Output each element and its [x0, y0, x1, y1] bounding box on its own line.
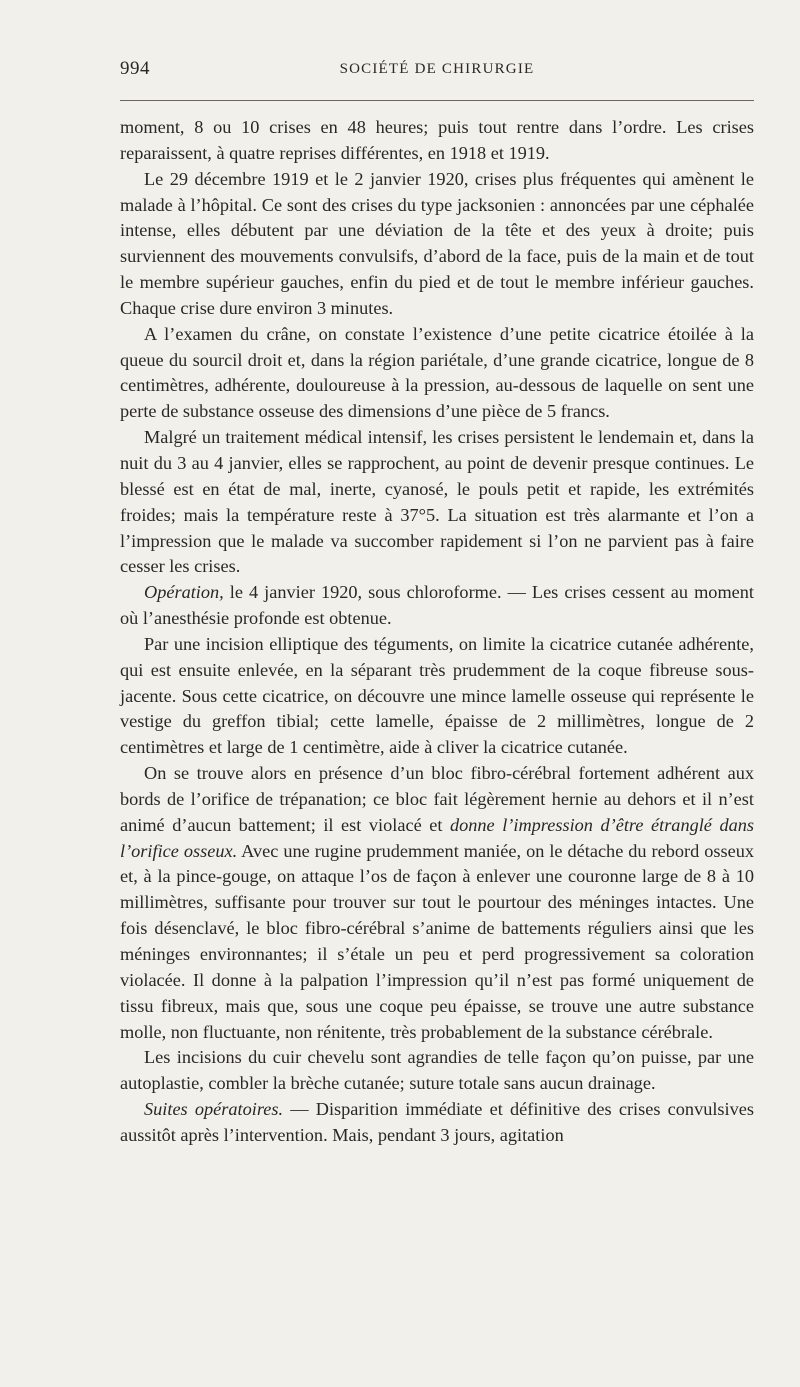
paragraph-1-text: moment, 8 ou 10 crises en 48 heures; puis tout rentre dans l’ordre. Les crises reparaissent, à quatre reprises différentes, en 1918 et 1919. [120, 117, 754, 163]
paragraph-2-text: Le 29 décembre 1919 et le 2 janvier 1920, crises plus fréquentes qui amènent le malade à l’hôpital. Ce sont des crises du type jacksonien : annoncées par une céphalée intense, elles débutent par une déviation de la tête et des yeux à droite; puis surviennent des mouvements convulsifs, d’abord de la face, puis de la main et de tout le membre supérieur gauches, enfin du pied et de tout le membre inférieur gauches. Chaque crise dure environ 3 minutes. [120, 168, 754, 318]
paragraph-5 [120, 580, 754, 632]
running-head: SOCIÉTÉ DE CHIRURGIE [339, 61, 535, 77]
paragraph-8-text: Les incisions du cuir chevelu sont agrandies de telle façon qu’on puisse, par une autoplastie, combler la brèche cutanée; suture totale sans aucun drainage. [120, 1047, 754, 1094]
page-header [120, 58, 754, 88]
paragraph-7-italic: donne l’impression d’être étranglé dans l’orifice osseux. [120, 814, 755, 861]
paragraph-9 [120, 1097, 754, 1149]
page-number: 994 [120, 58, 150, 79]
paragraph-4 [120, 425, 754, 580]
header-rule [120, 100, 754, 101]
paragraph-2 [120, 167, 754, 322]
paragraph-6 [120, 632, 754, 761]
paragraph-7-text: On se trouve alors en présence d’un bloc fibro-cérébral fortement adhérent aux bords de l’orifice de trépanation; ce bloc fait légèrement hernie au dehors et il n’est animé d’aucun battement; il est violacé et [120, 763, 754, 835]
paragraph-7 [120, 761, 754, 1045]
paragraph-9-text: — Disparition immédiate et définitive des crises convulsives aussitôt après l’intervention. Mais, pendant 3 jours, agitation [120, 1099, 754, 1145]
paragraph-3-text: A l’examen du crâne, on constate l’existence d’une petite cicatrice étoilée à la queue du sourcil droit et, dans la région pariétale, d’une grande cicatrice, longue de 8 centimètres, adhérente, douloureuse à la pression, au-dessous de laquelle on sent une perte de substance osseuse des dimensions d’une pièce de 5 francs. [120, 323, 754, 422]
paragraph-1 [120, 115, 754, 167]
paragraph-9-lead: Suites opératoires. [144, 1099, 284, 1120]
paragraph-5-lead: Opération, [144, 582, 224, 603]
paragraph-6-text: Par une incision elliptique des téguments, on limite la cicatrice cutanée adhérente, qui est ensuite enlevée, en la séparant très prudemment de la coque fibreuse sous-jacente. Sous cette cicatrice, on découvre une mince lamelle osseuse qui représente le vestige du greffon tibial; cette lamelle, épaisse de 2 millimètres, longue de 2 centimètres et large de 1 centimètre, aide à cliver la cicatrice cutanée. [120, 633, 754, 758]
body-text [120, 115, 754, 1149]
paragraph-8 [120, 1045, 754, 1097]
paragraph-3 [120, 322, 754, 425]
paragraph-4-text: Malgré un traitement médical intensif, les crises persistent le lendemain et, dans la nuit du 3 au 4 janvier, elles se rapprochent, au point de devenir presque continues. Le blessé est en état de mal, inerte, cyanosé, le pouls petit et rapide, les extrémités froides; mais la température reste à 37°5. La situation est très alarmante et l’on a l’impression que le malade va succomber rapidement si l’on ne parvient pas à faire cesser les crises. [120, 427, 754, 577]
paragraph-7-tail: Avec une rugine prudemment maniée, on le détache du rebord osseux et, à la pince-gouge, on attaque l’os de façon à enlever une couronne large de 8 à 10 millimètres, suffisante pour trouver sur tout le pourtour des méninges intactes. Une fois désenclavé, le bloc fibro-cérébral s’anime de battements réguliers ainsi que les méninges environnantes; il s’étale un peu et perd progressivement sa coloration violacée. Il donne à la palpation l’impression qu’il n’est pas formé uniquement de tissu fibreux, mais que, sous une coque peu épaisse, se trouve une autre substance molle, non fluctuante, non rénitente, très probablement de la substance cérébrale. [120, 840, 754, 1042]
paragraph-5-text: le 4 janvier 1920, sous chloroforme. — Les crises cessent au moment où l’anesthésie profonde est obtenue. [120, 582, 754, 629]
